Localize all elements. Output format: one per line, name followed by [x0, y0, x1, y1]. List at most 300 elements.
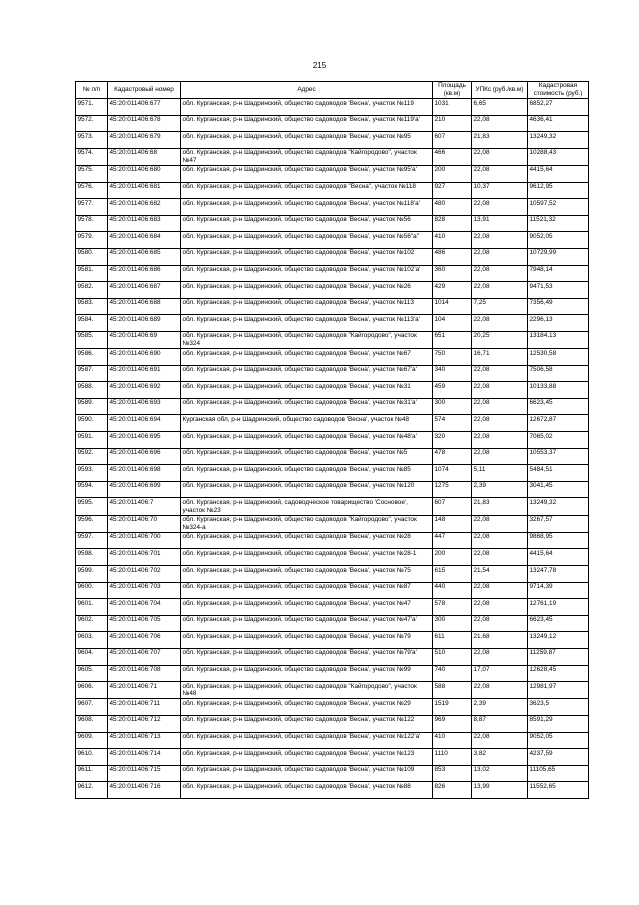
- address-cell: обл. Курганская, р-н Шадринский, общество садоводов 'Весна', участок №87: [181, 582, 433, 599]
- area-cell: 478: [433, 448, 472, 465]
- upks-cell: 13,99: [472, 782, 528, 799]
- upks-cell: 22,08: [472, 248, 528, 265]
- address-cell: обл. Курганская, р-н Шадринский, общество садоводов 'Весна', участок №67: [181, 349, 433, 366]
- cadastral-value-cell: 11259,87: [528, 648, 589, 665]
- row-number-cell: 9599.: [76, 566, 108, 583]
- cadastral-value-cell: 12672,87: [528, 415, 589, 432]
- address-cell: обл. Курганская, р-н Шадринский, общество садоводов 'Весна', участок №31: [181, 382, 433, 399]
- upks-cell: 22,08: [472, 415, 528, 432]
- cadastral-number-cell: 45:20:011406:678: [108, 115, 181, 132]
- upks-cell: 22,08: [472, 648, 528, 665]
- row-number-cell: 9574.: [76, 148, 108, 165]
- row-number-cell: 9611.: [76, 765, 108, 782]
- table-row: [76, 398, 589, 415]
- table-row: [76, 515, 589, 532]
- cadastral-number-cell: 45:20:011406:694: [108, 415, 181, 432]
- address-cell: обл. Курганская, р-н Шадринский, общество садоводов 'Весна', участок №120: [181, 481, 433, 498]
- cadastral-number-cell: 45:20:011406:705: [108, 615, 181, 632]
- upks-cell: 22,08: [472, 282, 528, 299]
- cadastral-value-cell: 2296,13: [528, 315, 589, 332]
- row-number-cell: 9571.: [76, 99, 108, 116]
- area-cell: 1074: [433, 465, 472, 482]
- cadastral-number-cell: 45:20:011406:681: [108, 182, 181, 199]
- table-row: [76, 432, 589, 449]
- area-cell: 300: [433, 615, 472, 632]
- header-number: № п/п: [76, 82, 108, 99]
- cadastral-number-cell: 45:20:011406:701: [108, 549, 181, 566]
- cadastral-number-cell: 45:20:011406:7: [108, 498, 181, 515]
- address-cell: обл. Курганская, р-н Шадринский, общество садоводов 'Весна', участок №85: [181, 465, 433, 482]
- address-cell: обл. Курганская, р-н Шадринский, общество садоводов 'Весна', участок №102'а': [181, 265, 433, 282]
- address-cell: обл. Курганская, р-н Шадринский, общество садоводов 'Весна', участок №48'а': [181, 432, 433, 449]
- address-cell: обл. Курганская, р-н Шадринский, общество садоводов 'Весна', участок №118'а': [181, 199, 433, 216]
- area-cell: 574: [433, 415, 472, 432]
- table-row: [76, 582, 589, 599]
- table-row: [76, 699, 589, 716]
- cadastral-value-cell: 12628,45: [528, 665, 589, 682]
- row-number-cell: 9602.: [76, 615, 108, 632]
- row-number-cell: 9593.: [76, 465, 108, 482]
- table-row: [76, 199, 589, 216]
- area-cell: 607: [433, 132, 472, 149]
- cadastral-number-cell: 45:20:011406:714: [108, 749, 181, 766]
- upks-cell: 22,08: [472, 115, 528, 132]
- upks-cell: 16,71: [472, 349, 528, 366]
- upks-cell: 6,65: [472, 99, 528, 116]
- cadastral-number-cell: 45:20:011406:680: [108, 165, 181, 182]
- upks-cell: 22,08: [472, 582, 528, 599]
- area-cell: 578: [433, 599, 472, 616]
- cadastral-value-cell: 12530,58: [528, 349, 589, 366]
- cadastral-value-cell: 10597,52: [528, 199, 589, 216]
- row-number-cell: 9587.: [76, 365, 108, 382]
- upks-cell: 22,08: [472, 532, 528, 549]
- cadastral-number-cell: 45:20:011406:713: [108, 732, 181, 749]
- header-area: Площадь (кв.м): [433, 82, 472, 99]
- table-row: [76, 165, 589, 182]
- table-row: [76, 315, 589, 332]
- row-number-cell: 9608.: [76, 715, 108, 732]
- area-cell: 320: [433, 432, 472, 449]
- area-cell: 826: [433, 782, 472, 799]
- upks-cell: 21,54: [472, 566, 528, 583]
- cadastral-number-cell: 45:20:011406:679: [108, 132, 181, 149]
- row-number-cell: 9583.: [76, 298, 108, 315]
- address-cell: обл. Курганская, р-н Шадринский, общество садоводов 'Весна', участок №28: [181, 532, 433, 549]
- address-cell: обл. Курганская, р-н Шадринский, общество садоводов 'Весна', участок №47'а': [181, 615, 433, 632]
- area-cell: 651: [433, 331, 472, 348]
- cadastral-number-cell: 45:20:011406:699: [108, 481, 181, 498]
- cadastral-value-cell: 10553,37: [528, 448, 589, 465]
- cadastral-value-cell: 9471,53: [528, 282, 589, 299]
- cadastral-number-cell: 45:20:011406:683: [108, 215, 181, 232]
- cadastral-value-cell: 6852,27: [528, 99, 589, 116]
- upks-cell: 22,08: [472, 365, 528, 382]
- cadastral-number-cell: 45:20:011406:707: [108, 648, 181, 665]
- cadastral-number-cell: 45:20:011406:688: [108, 298, 181, 315]
- upks-cell: 20,25: [472, 331, 528, 348]
- cadastral-value-cell: 7506,58: [528, 365, 589, 382]
- area-cell: 429: [433, 282, 472, 299]
- header-upks: УПКс (руб./кв.м): [472, 82, 528, 99]
- cadastral-number-cell: 45:20:011406:700: [108, 532, 181, 549]
- address-cell: обл. Курганская, р-н Шадринский, общество садоводов 'Весна', участок №119'а': [181, 115, 433, 132]
- area-cell: 210: [433, 115, 472, 132]
- area-cell: 740: [433, 665, 472, 682]
- upks-cell: 10,37: [472, 182, 528, 199]
- area-cell: 440: [433, 582, 472, 599]
- row-number-cell: 9604.: [76, 648, 108, 665]
- table-row: [76, 532, 589, 549]
- cadastral-value-cell: 13247,78: [528, 566, 589, 583]
- upks-cell: 22,08: [472, 448, 528, 465]
- address-cell: обл. Курганская, р-н Шадринский, общество садоводов 'Весна', участок №99: [181, 665, 433, 682]
- cadastral-value-cell: 9612,95: [528, 182, 589, 199]
- cadastral-number-cell: 45:20:011406:689: [108, 315, 181, 332]
- table-body: [76, 99, 589, 799]
- cadastral-value-cell: 10729,99: [528, 248, 589, 265]
- cadastral-number-cell: 45:20:011406:690: [108, 349, 181, 366]
- address-cell: обл. Курганская, р-н Шадринский, общество садоводов 'Весна', участок №56: [181, 215, 433, 232]
- upks-cell: 5,11: [472, 465, 528, 482]
- row-number-cell: 9590.: [76, 415, 108, 432]
- cadastral-value-cell: 9868,95: [528, 532, 589, 549]
- upks-cell: 22,08: [472, 265, 528, 282]
- area-cell: 510: [433, 648, 472, 665]
- upks-cell: 22,08: [472, 382, 528, 399]
- table-row: [76, 232, 589, 249]
- area-cell: 1110: [433, 749, 472, 766]
- cadastral-number-cell: 45:20:011406:703: [108, 582, 181, 599]
- cadastral-value-cell: 9714,39: [528, 582, 589, 599]
- header-address: Адрес: [181, 82, 433, 99]
- address-cell: обл. Курганская, р-н Шадринский, общество садоводов "Кайгородово", участок №47: [181, 148, 433, 165]
- upks-cell: 22,08: [472, 615, 528, 632]
- address-cell: обл. Курганская, р-н Шадринский, садоводческое товарищество 'Сосновое', участок №23: [181, 498, 433, 515]
- area-cell: 104: [433, 315, 472, 332]
- cadastral-value-cell: 4636,41: [528, 115, 589, 132]
- cadastral-value-cell: 9052,05: [528, 732, 589, 749]
- table-row: [76, 749, 589, 766]
- address-cell: обл. Курганская, р-н Шадринский, общество садоводов 'Весна', участок №122'а': [181, 732, 433, 749]
- cadastral-number-cell: 45:20:011406:685: [108, 248, 181, 265]
- row-number-cell: 9598.: [76, 549, 108, 566]
- row-number-cell: 9579.: [76, 232, 108, 249]
- area-cell: 340: [433, 365, 472, 382]
- upks-cell: 22,08: [472, 515, 528, 532]
- row-number-cell: 9577.: [76, 199, 108, 216]
- address-cell: обл. Курганская, р-н Шадринский, общество садоводов 'Весна', участок №79'а': [181, 648, 433, 665]
- row-number-cell: 9609.: [76, 732, 108, 749]
- upks-cell: 22,08: [472, 732, 528, 749]
- cadastral-value-cell: 10288,43: [528, 148, 589, 165]
- address-cell: обл. Курганская, р-н Шадринский, общество садоводов "Кайгородово", участок №324-а: [181, 515, 433, 532]
- area-cell: 447: [433, 532, 472, 549]
- table-row: [76, 566, 589, 583]
- table-row: [76, 365, 589, 382]
- cadastral-value-cell: 11105,65: [528, 765, 589, 782]
- cadastral-number-cell: 45:20:011406:691: [108, 365, 181, 382]
- row-number-cell: 9581.: [76, 265, 108, 282]
- cadastral-number-cell: 45:20:011406:695: [108, 432, 181, 449]
- area-cell: 828: [433, 215, 472, 232]
- address-cell: обл. Курганская, р-н Шадринский, общество садоводов 'Весна', участок №79: [181, 632, 433, 649]
- address-cell: обл. Курганская, р-н Шадринский, общество садоводов "Кайгородово", участок №48: [181, 682, 433, 699]
- table-row: [76, 99, 589, 116]
- address-cell: обл. Курганская, р-н Шадринский, общество садоводов 'Весна', участок №56"а": [181, 232, 433, 249]
- cadastral-number-cell: 45:20:011406:686: [108, 265, 181, 282]
- upks-cell: 22,08: [472, 398, 528, 415]
- address-cell: Курганская обл, р-н Шадринский, общество садоводов 'Весна', участок №48: [181, 415, 433, 432]
- row-number-cell: 9595.: [76, 498, 108, 515]
- cadastral-value-cell: 3041,45: [528, 481, 589, 498]
- address-cell: обл. Курганская, р-н Шадринский, общество садоводов 'Весна', участок №67'а': [181, 365, 433, 382]
- row-number-cell: 9582.: [76, 282, 108, 299]
- row-number-cell: 9572.: [76, 115, 108, 132]
- address-cell: обл. Курганская, р-н Шадринский, общество садоводов 'Весна', участок №123: [181, 749, 433, 766]
- cadastral-number-cell: 45:20:011406:692: [108, 382, 181, 399]
- row-number-cell: 9605.: [76, 665, 108, 682]
- row-number-cell: 9589.: [76, 398, 108, 415]
- upks-cell: 21,68: [472, 632, 528, 649]
- cadastral-value-cell: 6623,45: [528, 398, 589, 415]
- upks-cell: 2,39: [472, 481, 528, 498]
- row-number-cell: 9588.: [76, 382, 108, 399]
- area-cell: 1519: [433, 699, 472, 716]
- row-number-cell: 9596.: [76, 515, 108, 532]
- area-cell: 466: [433, 148, 472, 165]
- table-row: [76, 682, 589, 699]
- table-row: [76, 415, 589, 432]
- row-number-cell: 9576.: [76, 182, 108, 199]
- row-number-cell: 9600.: [76, 582, 108, 599]
- cadastral-number-cell: 45:20:011406:71: [108, 682, 181, 699]
- table-row: [76, 265, 589, 282]
- cadastral-value-cell: 7356,49: [528, 298, 589, 315]
- table-row: [76, 448, 589, 465]
- area-cell: 360: [433, 265, 472, 282]
- upks-cell: 22,08: [472, 199, 528, 216]
- area-cell: 1031: [433, 99, 472, 116]
- table-row: [76, 732, 589, 749]
- cadastral-value-cell: 4415,64: [528, 165, 589, 182]
- area-cell: 615: [433, 566, 472, 583]
- row-number-cell: 9592.: [76, 448, 108, 465]
- area-cell: 1014: [433, 298, 472, 315]
- address-cell: обл. Курганская, р-н Шадринский, общество садоводов 'Весна', участок №75: [181, 566, 433, 583]
- row-number-cell: 9607.: [76, 699, 108, 716]
- address-cell: обл. Курганская, р-н Шадринский, общество садоводов 'Весна', участок №26: [181, 282, 433, 299]
- table-row: [76, 765, 589, 782]
- row-number-cell: 9573.: [76, 132, 108, 149]
- address-cell: обл. Курганская, р-н Шадринский, общество садоводов 'Весна', участок №109: [181, 765, 433, 782]
- area-cell: 200: [433, 549, 472, 566]
- table-row: [76, 331, 589, 348]
- cadastral-value-cell: 10133,88: [528, 382, 589, 399]
- upks-cell: 17,07: [472, 665, 528, 682]
- upks-cell: 22,08: [472, 432, 528, 449]
- cadastral-value-cell: 13249,32: [528, 498, 589, 515]
- area-cell: 300: [433, 398, 472, 415]
- cadastral-value-cell: 3267,57: [528, 515, 589, 532]
- upks-cell: 22,08: [472, 682, 528, 699]
- cadastral-number-cell: 45:20:011406:693: [108, 398, 181, 415]
- address-cell: обл. Курганская, р-н Шадринский, общество садоводов 'Весна', участок №113: [181, 298, 433, 315]
- table-row: [76, 715, 589, 732]
- cadastral-number-cell: 45:20:011406:687: [108, 282, 181, 299]
- header-row: [76, 82, 589, 99]
- area-cell: 1275: [433, 481, 472, 498]
- cadastral-value-cell: 11521,32: [528, 215, 589, 232]
- table-row: [76, 349, 589, 366]
- row-number-cell: 9610.: [76, 749, 108, 766]
- table-row: [76, 215, 589, 232]
- cadastral-number-cell: 45:20:011406:708: [108, 665, 181, 682]
- table-row: [76, 382, 589, 399]
- upks-cell: 22,08: [472, 549, 528, 566]
- cadastral-value-cell: 7065,02: [528, 432, 589, 449]
- table-row: [76, 632, 589, 649]
- table-row: [76, 115, 589, 132]
- page-number: 215: [312, 61, 327, 70]
- upks-cell: 2,39: [472, 699, 528, 716]
- upks-cell: 13,91: [472, 215, 528, 232]
- address-cell: обл. Курганская, р-н Шадринский, общество садоводов "Кайгородово", участок №324: [181, 331, 433, 348]
- cadastral-number-cell: 45:20:011406:69: [108, 331, 181, 348]
- table-row: [76, 498, 589, 515]
- table-header: [76, 82, 589, 99]
- row-number-cell: 9591.: [76, 432, 108, 449]
- cadastral-number-cell: 45:20:011406:702: [108, 566, 181, 583]
- row-number-cell: 9575.: [76, 165, 108, 182]
- cadastral-value-cell: 7948,14: [528, 265, 589, 282]
- cadastral-number-cell: 45:20:011406:711: [108, 699, 181, 716]
- cadastral-number-cell: 45:20:011406:712: [108, 715, 181, 732]
- table-row: [76, 782, 589, 799]
- area-cell: 148: [433, 515, 472, 532]
- address-cell: обл. Курганская, р-н Шадринский, общество садоводов 'Весна', участок №122: [181, 715, 433, 732]
- area-cell: 410: [433, 732, 472, 749]
- cadastral-number-cell: 45:20:011406:677: [108, 99, 181, 116]
- upks-cell: 22,08: [472, 148, 528, 165]
- cadastral-value-cell: 3623,5: [528, 699, 589, 716]
- upks-cell: 22,08: [472, 165, 528, 182]
- table-row: [76, 648, 589, 665]
- cadastral-value-cell: 5484,51: [528, 465, 589, 482]
- area-cell: 200: [433, 165, 472, 182]
- upks-cell: 21,83: [472, 132, 528, 149]
- area-cell: 410: [433, 232, 472, 249]
- cadastral-value-cell: 6623,45: [528, 615, 589, 632]
- address-cell: обл. Курганская, р-н Шадринский, общество садоводов 'Весна', участок №5: [181, 448, 433, 465]
- row-number-cell: 9586.: [76, 349, 108, 366]
- cadastral-value-cell: 4237,59: [528, 749, 589, 766]
- row-number-cell: 9597.: [76, 532, 108, 549]
- cadastral-value-cell: 13184,13: [528, 331, 589, 348]
- table-row: [76, 248, 589, 265]
- area-cell: 969: [433, 715, 472, 732]
- address-cell: обл. Курганская, р-н Шадринский, общество садоводов "Весна", участок №118: [181, 182, 433, 199]
- cadastral-number-cell: 45:20:011406:682: [108, 199, 181, 216]
- address-cell: обл. Курганская, р-н Шадринский, общество садоводов 'Весна', участок №95: [181, 132, 433, 149]
- address-cell: обл. Курганская, р-н Шадринский, общество садоводов 'Весна', участок №29: [181, 699, 433, 716]
- table-row: [76, 481, 589, 498]
- address-cell: обл. Курганская, р-н Шадринский, общество садоводов 'Весна', участок №119: [181, 99, 433, 116]
- upks-cell: 22,08: [472, 599, 528, 616]
- table-row: [76, 182, 589, 199]
- cadastral-number-cell: 45:20:011406:704: [108, 599, 181, 616]
- row-number-cell: 9585.: [76, 331, 108, 348]
- row-number-cell: 9584.: [76, 315, 108, 332]
- row-number-cell: 9578.: [76, 215, 108, 232]
- header-cadastral-value: Кадастровая стоимость (руб.): [528, 82, 589, 99]
- area-cell: 459: [433, 382, 472, 399]
- cadastral-value-cell: 13249,32: [528, 132, 589, 149]
- cadastral-value-cell: 8591,29: [528, 715, 589, 732]
- row-number-cell: 9603.: [76, 632, 108, 649]
- cadastral-value-table: [75, 81, 589, 799]
- row-number-cell: 9606.: [76, 682, 108, 699]
- cadastral-number-cell: 45:20:011406:68: [108, 148, 181, 165]
- area-cell: 480: [433, 199, 472, 216]
- row-number-cell: 9594.: [76, 481, 108, 498]
- row-number-cell: 9601.: [76, 599, 108, 616]
- area-cell: 486: [433, 248, 472, 265]
- address-cell: обл. Курганская, р-н Шадринский, общество садоводов 'Весна', участок №47: [181, 599, 433, 616]
- cadastral-value-cell: 9052,05: [528, 232, 589, 249]
- cadastral-number-cell: 45:20:011406:70: [108, 515, 181, 532]
- address-cell: обл. Курганская, р-н Шадринский, общество садоводов 'Весна', участок №113'а': [181, 315, 433, 332]
- row-number-cell: 9580.: [76, 248, 108, 265]
- table-row: [76, 298, 589, 315]
- cadastral-value-cell: 12761,19: [528, 599, 589, 616]
- table-row: [76, 549, 589, 566]
- table-row: [76, 465, 589, 482]
- upks-cell: 22,08: [472, 232, 528, 249]
- address-cell: обл. Курганская, р-н Шадринский, общество садоводов 'Весна', участок №95'а': [181, 165, 433, 182]
- upks-cell: 22,08: [472, 315, 528, 332]
- table-row: [76, 665, 589, 682]
- area-cell: 611: [433, 632, 472, 649]
- table-row: [76, 132, 589, 149]
- area-cell: 927: [433, 182, 472, 199]
- upks-cell: 3,82: [472, 749, 528, 766]
- cadastral-number-cell: 45:20:011406:698: [108, 465, 181, 482]
- cadastral-value-cell: 13249,12: [528, 632, 589, 649]
- upks-cell: 8,87: [472, 715, 528, 732]
- table-row: [76, 282, 589, 299]
- table-row: [76, 148, 589, 165]
- cadastral-number-cell: 45:20:011406:696: [108, 448, 181, 465]
- area-cell: 588: [433, 682, 472, 699]
- cadastral-number-cell: 45:20:011406:716: [108, 782, 181, 799]
- cadastral-value-cell: 4415,64: [528, 549, 589, 566]
- cadastral-value-cell: 12981,97: [528, 682, 589, 699]
- address-cell: обл. Курганская, р-н Шадринский, общество садоводов 'Весна', участок №28-1: [181, 549, 433, 566]
- area-cell: 853: [433, 765, 472, 782]
- header-cadastral-number: Кадастровый номер: [108, 82, 181, 99]
- row-number-cell: 9612.: [76, 782, 108, 799]
- upks-cell: 21,83: [472, 498, 528, 515]
- area-cell: 607: [433, 498, 472, 515]
- cadastral-number-cell: 45:20:011406:684: [108, 232, 181, 249]
- address-cell: обл. Курганская, р-н Шадринский, общество садоводов 'Весна', участок №102: [181, 248, 433, 265]
- cadastral-number-cell: 45:20:011406:715: [108, 765, 181, 782]
- address-cell: обл. Курганская, р-н Шадринский, общество садоводов 'Весна', участок №31'а': [181, 398, 433, 415]
- upks-cell: 7,25: [472, 298, 528, 315]
- address-cell: обл. Курганская, р-н Шадринский, общество садоводов 'Весна', участок №88: [181, 782, 433, 799]
- cadastral-number-cell: 45:20:011406:706: [108, 632, 181, 649]
